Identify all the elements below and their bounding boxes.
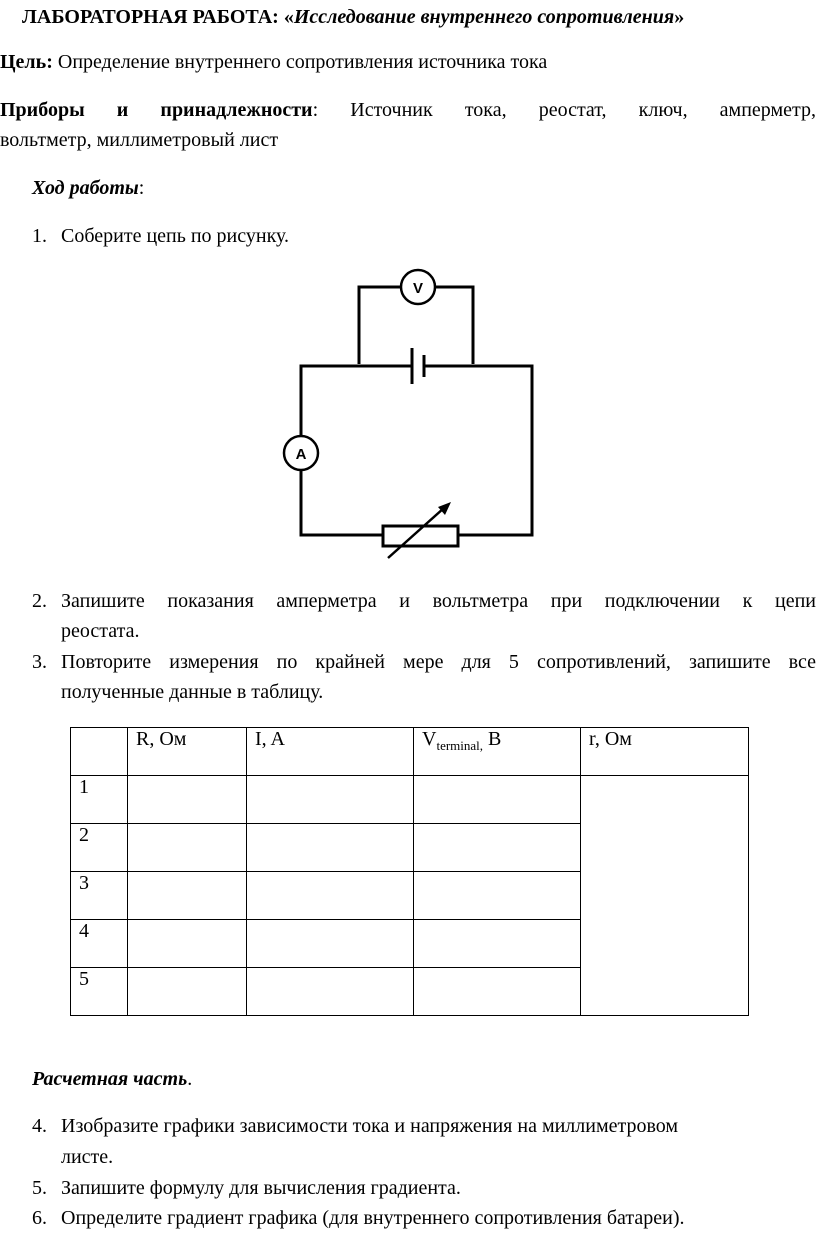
page-title: ЛАБОРАТОРНАЯ РАБОТА: «Исследование внутреннего сопротивления» xyxy=(22,6,685,28)
step-2-number: 2. xyxy=(32,590,47,612)
row-number: 1 xyxy=(71,776,128,824)
table-cell[interactable] xyxy=(414,968,581,1016)
row-number: 4 xyxy=(71,920,128,968)
table-cell[interactable] xyxy=(128,824,247,872)
step-4-number: 4. xyxy=(32,1115,47,1137)
table-cell[interactable] xyxy=(414,920,581,968)
table-cell[interactable] xyxy=(247,920,414,968)
goal-label: Цель: xyxy=(0,51,53,73)
step-1-text: Соберите цепь по рисунку. xyxy=(61,225,290,247)
table-cell[interactable] xyxy=(414,872,581,920)
table-cell[interactable] xyxy=(128,920,247,968)
rheostat-icon xyxy=(383,502,458,558)
step-2-text-line1: Запишите показания амперметра и вольтметра при подключении к цепи xyxy=(61,590,816,612)
step-4-text-line2: листе. xyxy=(61,1146,114,1168)
equipment-label: Приборы и принадлежности xyxy=(0,99,313,121)
table-cell[interactable] xyxy=(247,968,414,1016)
table-cell[interactable] xyxy=(247,776,414,824)
step-1-number: 1. xyxy=(32,225,47,247)
table-header-row xyxy=(71,728,749,776)
header-cell-resistance: R, Ом xyxy=(128,728,247,776)
table-cell[interactable] xyxy=(128,968,247,1016)
header-cell-empty xyxy=(71,728,128,776)
step-3-number: 3. xyxy=(32,651,47,673)
calc-heading: Расчетная часть. xyxy=(32,1068,193,1090)
equipment-line-2: вольтметр, миллиметровый лист xyxy=(0,129,279,151)
row-number: 2 xyxy=(71,824,128,872)
wire-top-right xyxy=(424,366,532,535)
ammeter-label: A xyxy=(295,446,307,463)
ammeter-icon xyxy=(284,436,318,470)
step-6-text: Определите градиент графика (для внутреннего сопротивления батареи). xyxy=(61,1207,685,1229)
table-cell[interactable] xyxy=(128,776,247,824)
table-row xyxy=(71,776,749,824)
circuit-diagram xyxy=(270,262,560,562)
step-5-number: 5. xyxy=(32,1177,47,1199)
step-3-text-line2: полученные данные в таблицу. xyxy=(61,681,324,703)
wire-top-left xyxy=(301,366,412,449)
table-cell-merged-r[interactable] xyxy=(581,776,749,1016)
row-number: 3 xyxy=(71,872,128,920)
table-cell[interactable] xyxy=(128,872,247,920)
step-5-text: Запишите формулу для вычисления градиента. xyxy=(61,1177,461,1199)
step-4-text-line1: Изобразите графики зависимости тока и напряжения на миллиметровом xyxy=(61,1115,679,1137)
table-cell[interactable] xyxy=(247,872,414,920)
table-cell[interactable] xyxy=(414,776,581,824)
equipment-line-1: Приборы и принадлежности: Источник тока, реостат, ключ, амперметр, xyxy=(0,99,816,121)
header-cell-voltage: $V_{terminal,}$ В xyxy=(414,728,581,776)
step-6-number: 6. xyxy=(32,1207,47,1229)
voltmeter-icon xyxy=(401,270,435,304)
voltmeter-wire-left xyxy=(359,287,401,364)
table-cell[interactable] xyxy=(247,824,414,872)
voltmeter-label: V xyxy=(412,280,424,297)
header-cell-internal-resistance: r, Ом xyxy=(581,728,749,776)
row-number: 5 xyxy=(71,968,128,1016)
step-2-text-line2: реостата. xyxy=(61,620,140,642)
step-3-text-line1: Повторите измерения по крайней мере для 5 сопротивлений, запишите все xyxy=(61,651,816,673)
voltmeter-wire-right xyxy=(435,287,473,364)
header-cell-current: I, A xyxy=(247,728,414,776)
procedure-heading: Ход работы: xyxy=(32,177,145,199)
measurement-table xyxy=(70,727,749,1016)
goal-text: Определение внутреннего сопротивления источника тока xyxy=(57,51,548,73)
wire-bottom-left xyxy=(301,467,383,535)
goal-line xyxy=(0,51,547,74)
table-cell[interactable] xyxy=(414,824,581,872)
